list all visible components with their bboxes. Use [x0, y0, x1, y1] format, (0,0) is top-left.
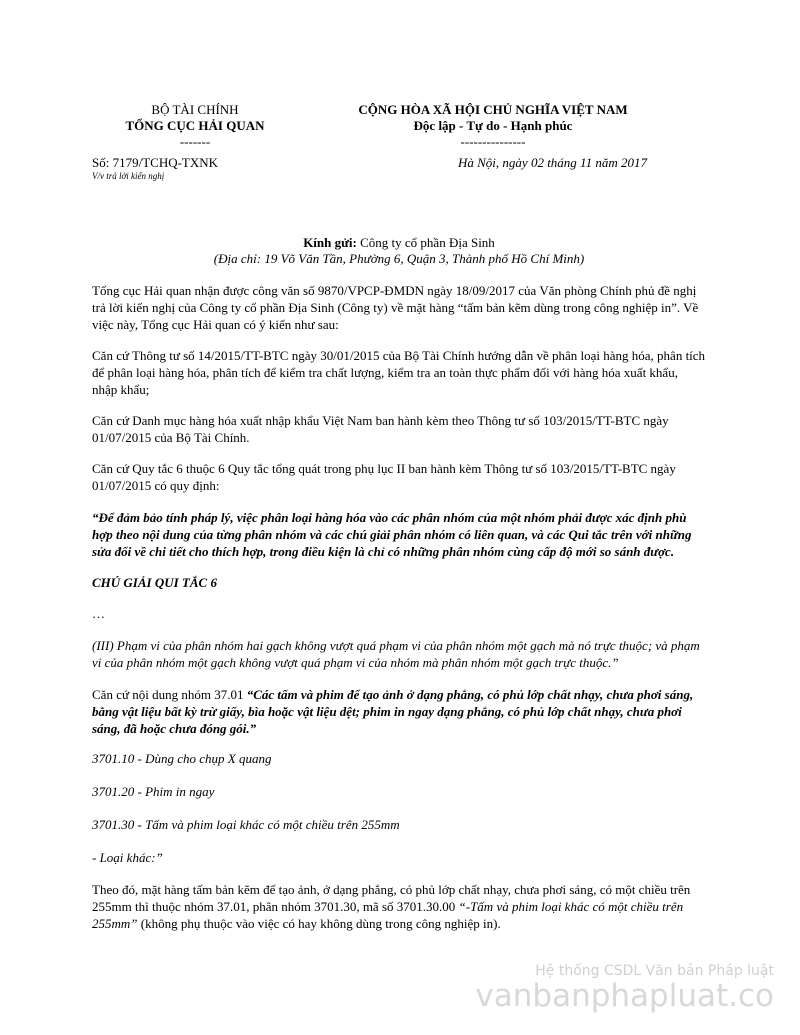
paragraph-intro: Tổng cục Hải quan nhận được công văn số 9870/VPCP-ĐMDN ngày 18/09/2017 của Văn phòng Chính phủ đề nghị trả lời kiến nghị của Công ty cổ phần Địa Sinh (Công ty) về mặt hàng “tấm bản kẽm dùng trong công nghiệp in”. Về việc này, Tổng cục Hải quan có ý kiến như sau: — [92, 283, 699, 332]
recipient-address: (Địa chỉ: 19 Võ Văn Tần, Phường 6, Quận 3, Thành phố Hồ Chí Minh) — [213, 251, 585, 266]
heading-3701-quote: “Các tấm và phim để tạo ảnh ở dạng phẳng, có phủ lớp chất nhạy, chưa phơi sáng, bằng vật liệu bất kỳ trừ giấy, bìa hoặc vật liệu dệt; phim in ngay dạng phẳng, có phủ lớp chất nhạy, chưa phơi sáng, đã hoặc chưa đóng gói.” — [92, 687, 694, 736]
watermark-system-name: Hệ thống CSDL Văn bản Pháp luật — [535, 963, 774, 979]
paragraph-heading-3701 — [92, 686, 706, 737]
paragraph-basis-rule-6: Căn cứ Quy tắc 6 thuộc 6 Quy tắc tổng quát trong phụ lục II ban hành kèm Thông tư số 103/2015/TT-BTC ngày 01/07/2015 có quy định: — [92, 461, 676, 493]
document-subject: V/v trả lời kiến nghị — [92, 171, 165, 181]
subheading-370130: 3701.30 - Tấm và phim loại khác có một chiều trên 255mm — [92, 817, 400, 832]
national-motto: Độc lập - Tự do - Hạnh phúc — [413, 118, 573, 133]
conclusion-lead: Theo đó, mặt hàng tấm bản kẽm để tạo ảnh, ở dạng phẳng, có phủ lớp chất nhạy, chưa phơi sáng, có một chiều trên 255mm thì thuộc nhóm 37.01, phân nhóm 3701.30, mã số 3701.30.00 — [92, 882, 691, 914]
nation-block — [318, 102, 668, 150]
paragraph-conclusion — [92, 881, 706, 932]
conclusion-tail: (không phụ thuộc vào việc có hay không dùng trong công nghiệp in). — [137, 916, 501, 931]
document-number: Số: 7179/TCHQ-TXNK — [92, 155, 219, 170]
subheading-370110: 3701.10 - Dùng cho chụp X quang — [92, 751, 272, 766]
recipient-line — [92, 235, 706, 251]
nation-rule: --------------- — [460, 134, 526, 149]
subheading-370120: 3701.20 - Phim in ngay — [92, 784, 215, 799]
paragraph-basis-tariff-list: Căn cứ Danh mục hàng hóa xuất nhập khẩu Việt Nam ban hành kèm theo Thông tư số 103/2015/TT-BTC ngày 01/07/2015 của Bộ Tài Chính. — [92, 413, 669, 445]
watermark-site-url: vanbanphapluat.co — [475, 978, 774, 1014]
recipient-label: Kính gửi: — [303, 235, 357, 250]
agency-rule: ------- — [179, 134, 211, 149]
recipient-block — [92, 235, 706, 267]
section-heading: CHÚ GIẢI QUI TẮC 6 — [92, 575, 217, 590]
paragraph-basis-circular-14: Căn cứ Thông tư số 14/2015/TT-BTC ngày 30/01/2015 của Bộ Tài Chính hướng dẫn về phân loại hàng hóa, phân tích để phân loại hàng hóa, phân tích để kiểm tra chất lượng, kiểm tra an toàn thực phẩm đối với hàng hóa xuất khẩu, nhập khẩu; — [92, 348, 706, 397]
ministry-name: BỘ TÀI CHÍNH — [151, 102, 239, 117]
recipient-name: Công ty cổ phần Địa Sinh — [356, 235, 495, 250]
agency-block — [100, 102, 290, 150]
place-and-date: Hà Nội, ngày 02 tháng 11 năm 2017 — [458, 155, 647, 170]
nation-title: CỘNG HÒA XÃ HỘI CHỦ NGHĨA VIỆT NAM — [358, 102, 628, 117]
conclusion-quote: “-Tấm và phim loại khác có một chiều trên 255mm” — [92, 899, 684, 931]
rule-6-quote: “Để đảm bảo tính pháp lý, việc phân loại hàng hóa vào các phân nhóm của một nhóm phải được xác định phù hợp theo nội dung của từng phân nhóm và các chú giải phân nhóm có liên quan, và các Qui tắc trên với những sửa đổi về chi tiết cho thích hợp, trong điều kiện là chỉ có những phân nhóm cùng cấp độ mới so sánh được. — [92, 510, 692, 559]
note-iii: (III) Phạm vi của phân nhóm hai gạch không vượt quá phạm vi của phân nhóm một gạch mà nó trực thuộc; và phạm vi của phân nhóm một gạch không vượt quá phạm vi của nhóm mà phân nhóm một gạch trực thuộc.” — [92, 638, 700, 670]
subheading-other: - Loại khác:” — [92, 850, 163, 865]
department-name: TỔNG CỤC HẢI QUAN — [125, 118, 265, 133]
paragraph-heading-3701-lead: Căn cứ nội dung nhóm 37.01 — [92, 687, 247, 702]
ellipsis: … — [92, 606, 105, 621]
